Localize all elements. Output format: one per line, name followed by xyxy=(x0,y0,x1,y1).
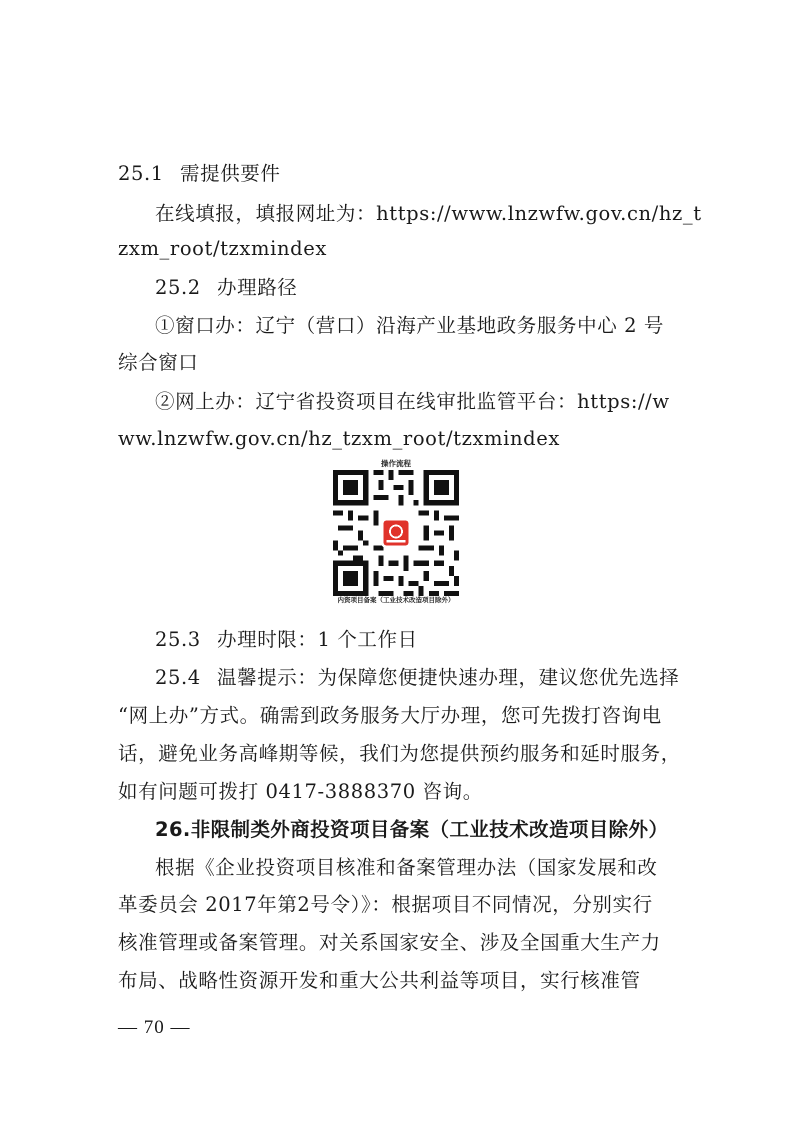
section-title: 办理路径 xyxy=(217,276,298,299)
online-handling-line-2: ww.lnzwfw.gov.cn/hz_tzxm_root/tzxmindex xyxy=(118,427,560,450)
section-number: 25.4 xyxy=(155,666,201,689)
section-number: 25.3 xyxy=(155,628,201,651)
basis-line-4: 布局、战略性资源开发和重大公共利益等项目，实行核准管 xyxy=(118,969,641,992)
processing-time-value: 1 个工作日 xyxy=(317,628,418,651)
section-25-2-heading xyxy=(155,275,297,301)
section-number: 25.2 xyxy=(155,276,201,299)
section-25-3-line xyxy=(155,627,418,653)
qr-caption-top: 操作流程 xyxy=(381,459,411,468)
tip-line-3: 话，避免业务高峰期等候，我们为您提供预约服务和延时服务， xyxy=(118,742,681,765)
section-title: 温馨提示： xyxy=(217,666,318,689)
page-number: — 70 — xyxy=(118,1017,191,1038)
qr-caption-bottom: 内资项目备案（工业技术改造项目除外） xyxy=(337,596,455,604)
online-fill-line-1: 在线填报，填报网址为：https://www.lnzwfw.gov.cn/hz_t xyxy=(155,202,702,225)
section-25-4-line xyxy=(155,665,679,691)
section-number: 25.1 xyxy=(118,162,164,185)
qr-code-image xyxy=(333,470,459,596)
section-25-1-heading xyxy=(118,161,281,187)
online-handling-line-1: ②网上办：辽宁省投资项目在线审批监管平台：https://w xyxy=(155,390,670,413)
section-title: 需提供要件 xyxy=(180,162,281,185)
online-fill-line-2: zxm_root/tzxmindex xyxy=(118,237,327,260)
tip-line-2: “网上办”方式。确需到政务服务大厅办理，您可先拨打咨询电 xyxy=(118,704,662,727)
section-title: 办理时限： xyxy=(217,628,318,651)
window-handling-line-2: 综合窗口 xyxy=(118,351,199,374)
tip-text: 为保障您便捷快速办理，建议您优先选择 xyxy=(317,666,680,689)
section-26-heading: 26.非限制类外商投资项目备案（工业技术改造项目除外） xyxy=(155,818,669,841)
basis-line-2: 革委员会 2017年第2号令）》：根据项目不同情况，分别实行 xyxy=(118,893,653,916)
basis-line-3: 核准管理或备案管理。对关系国家安全、涉及全国重大生产力 xyxy=(118,931,661,954)
tip-line-4: 如有问题可拨打 0417-3888370 咨询。 xyxy=(118,780,483,803)
window-handling-line-1: ①窗口办：辽宁（营口）沿海产业基地政务服务中心 2 号 xyxy=(155,314,665,337)
basis-line-1: 根据《企业投资项目核准和备案管理办法（国家发展和改 xyxy=(155,856,658,879)
